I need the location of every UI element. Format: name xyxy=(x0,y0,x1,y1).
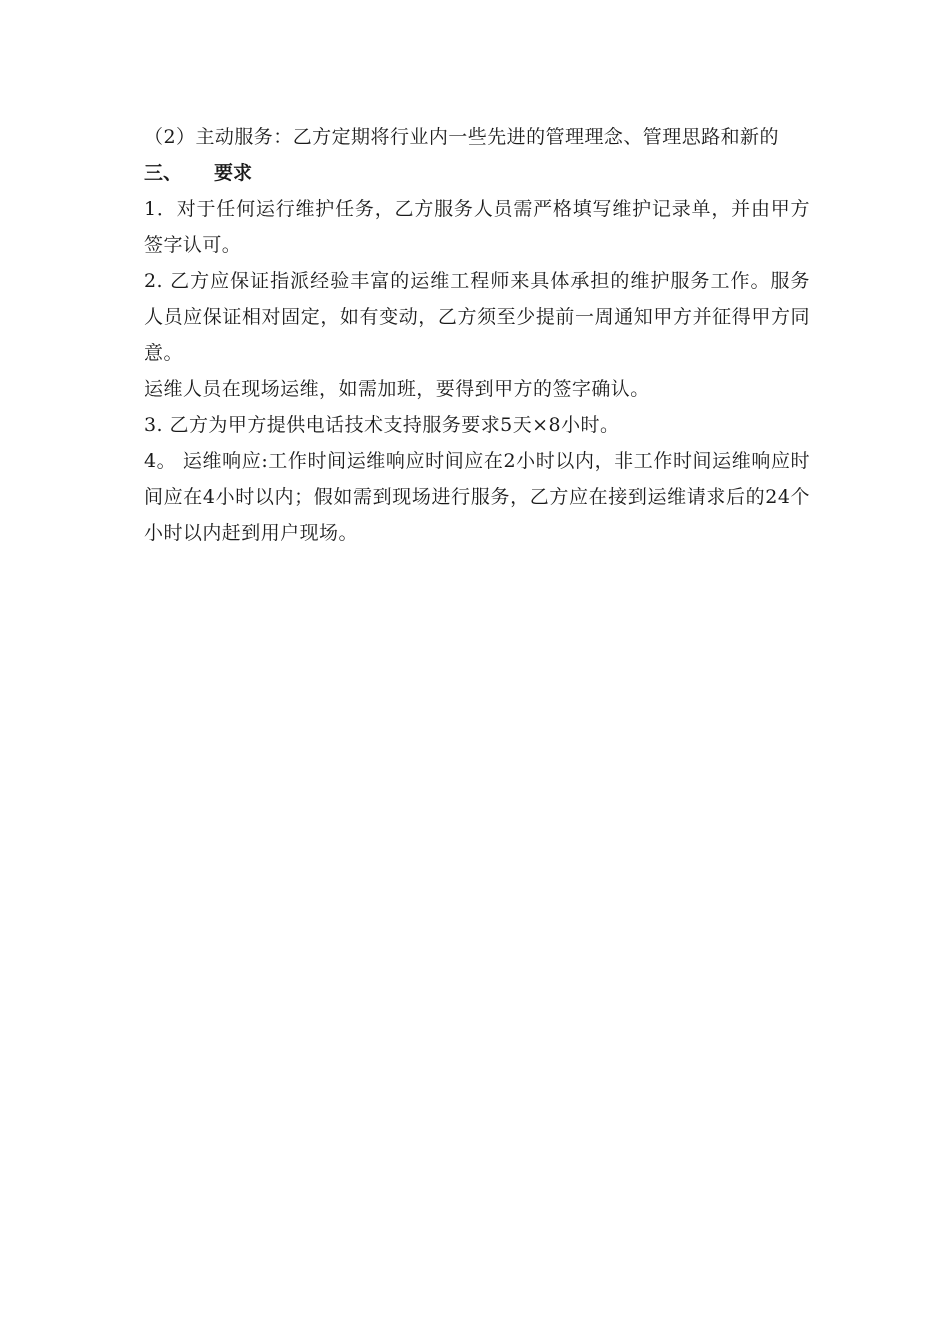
requirement-item-2-note: 运维人员在现场运维，如需加班，要得到甲方的签字确认。 xyxy=(144,378,650,400)
paragraph-active-service: （2）主动服务：乙方定期将行业内一些先进的管理理念、管理思路和新的 xyxy=(144,126,779,148)
requirement-item-1: 1．对于任何运行维护任务，乙方服务人员需严格填写维护记录单，并由甲方签字认可。 xyxy=(144,198,810,256)
section-heading xyxy=(144,155,810,191)
section-number: 三、 xyxy=(144,162,183,184)
section-title: 要求 xyxy=(214,162,253,184)
requirement-item-4: 4。 运维响应:工作时间运维响应时间应在2小时以内，非工作时间运维响应时间应在4小时以内；假如需到现场进行服务，乙方应在接到运维请求后的24个小时以内赶到用户现场。 xyxy=(144,450,810,544)
requirement-item-3: 3. 乙方为甲方提供电话技术支持服务要求5天×8小时。 xyxy=(144,414,620,436)
requirement-item-2: 2. 乙方应保证指派经验丰富的运维工程师来具体承担的维护服务工作。服务人员应保证相对固定，如有变动，乙方须至少提前一周通知甲方并征得甲方同意。 xyxy=(144,270,810,364)
document-body xyxy=(144,119,810,551)
